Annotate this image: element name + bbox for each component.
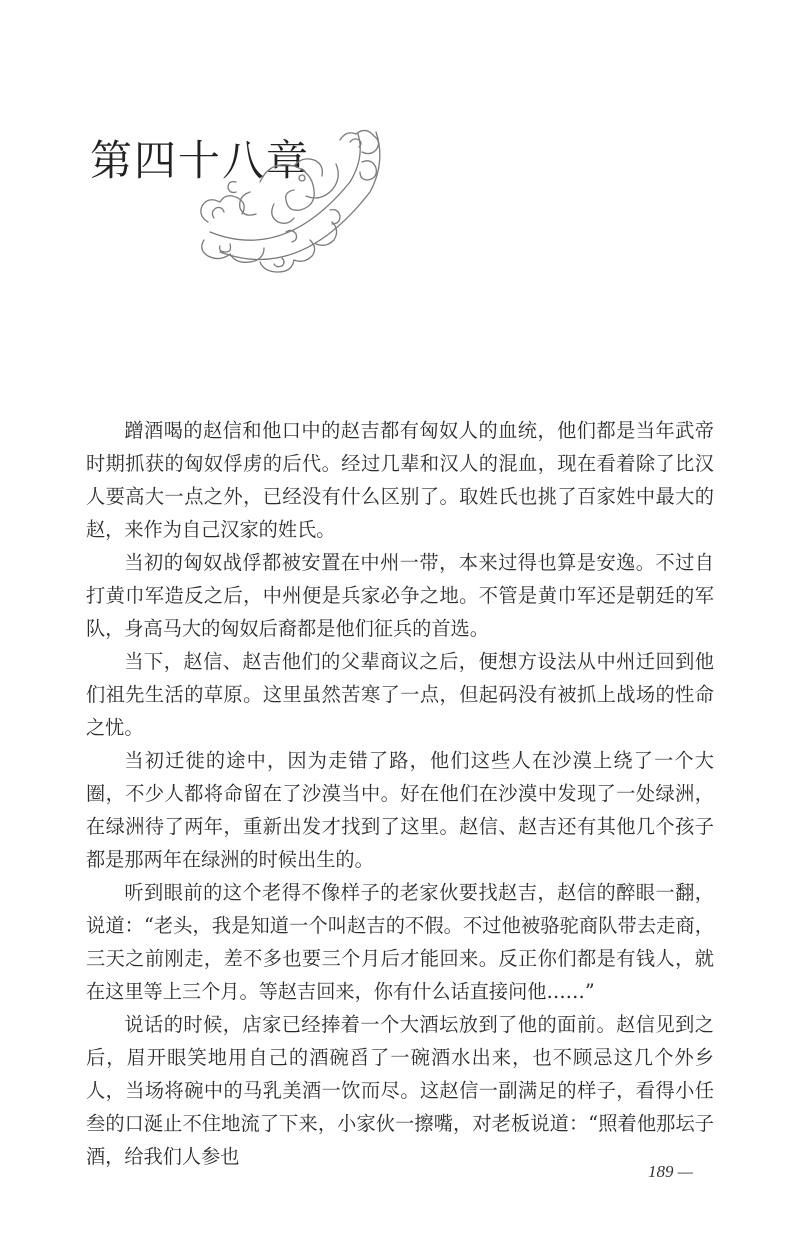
paragraph: 当下，赵信、赵吉他们的父辈商议之后，便想方设法从中州迁回到他们祖先生活的草原。这里虽然苦寒了一点，但起码没有被抓上战场的性命之忧。: [86, 650, 714, 739]
paragraph: 当初的匈奴战俘都被安置在中州一带，本来过得也算是安逸。不过自打黄巾军造反之后，中州便是兵家必争之地。不管是黄巾军还是朝廷的军队，身高马大的匈奴后裔都是他们征兵的首选。: [86, 551, 714, 640]
paragraph: 当初迁徙的途中，因为走错了路，他们这些人在沙漠上绕了一个大圈，不少人都将命留在了沙漠当中。好在他们在沙漠中发现了一处绿洲，在绿洲待了两年，重新出发才找到了这里。赵信、赵吉还有其他几个孩子都是那两年在绿洲的时候出生的。: [86, 749, 714, 871]
paragraph: 说话的时候，店家已经捧着一个大酒坛放到了他的面前。赵信见到之后，眉开眼笑地用自己的酒碗舀了一碗酒水出来，也不顾忌这几个外乡人，当场将碗中的马乳美酒一饮而尽。这赵信一副满足的样子，看得小任叁的口涎止不住地流了下来，小家伙一擦嘴，对老板说道：“照着他那坛子酒，给我们人参也: [86, 1013, 714, 1168]
page-number: 189 —: [648, 1162, 693, 1181]
body-text: [86, 414, 714, 1173]
chapter-title: 第四十八章: [90, 136, 311, 185]
paragraph: 听到眼前的这个老得不像样子的老家伙要找赵吉，赵信的醉眼一翻，说道：“老头，我是知道一个叫赵吉的不假。不过他被骆驼商队带去走商，三天之前刚走，差不多也要三个月后才能回来。反正你们都是有钱人，就在这里等上三个月。等赵吉回来，你有什么话直接问他……”: [86, 881, 714, 1003]
cloud-dragon-ornament: [190, 122, 390, 282]
paragraph: 蹭酒喝的赵信和他口中的赵吉都有匈奴人的血统，他们都是当年武帝时期抓获的匈奴俘虏的后代。经过几辈和汉人的混血，现在看着除了比汉人要高大一点之外，已经没有什么区别了。取姓氏也挑了百家姓中最大的赵，来作为自己汉家的姓氏。: [86, 419, 714, 541]
